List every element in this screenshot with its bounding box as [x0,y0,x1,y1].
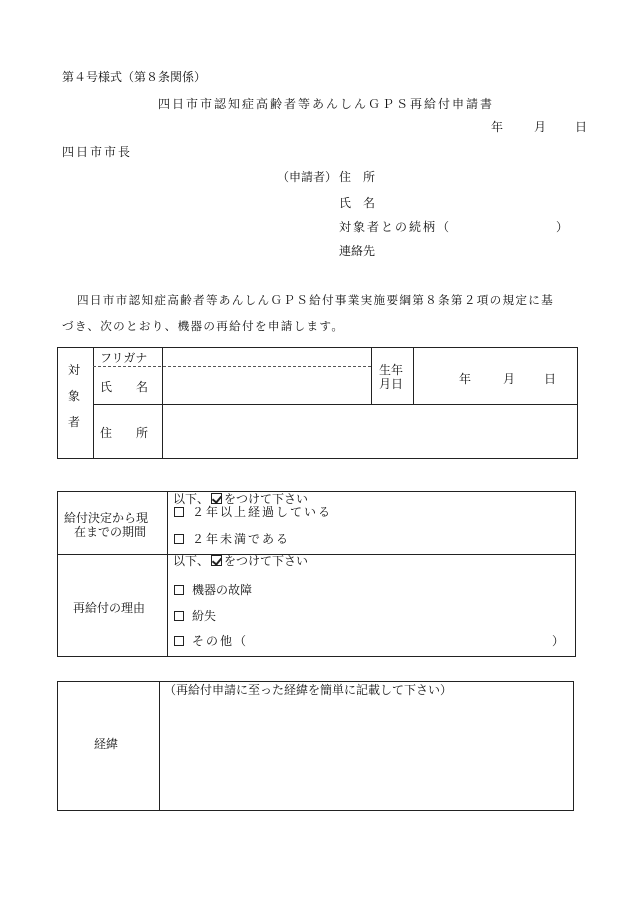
addressee: 四日市市長 [62,145,133,159]
checkmark-icon [211,555,222,566]
birth-day-label: 日 [544,372,557,386]
history-note: （再給付申請に至った経緯を簡単に記載して下さい） [164,683,453,697]
date-month-label: 月 [534,120,547,134]
checkbox-icon[interactable] [174,534,184,544]
furigana-dashed-line [93,366,371,367]
instruction-suffix: をつけて下さい [224,492,309,506]
subject-table-divider [413,347,414,404]
applicant-address-label: 住 所 [339,170,376,184]
checkbox-icon[interactable] [174,507,184,517]
instruction-prefix: 以下、 [173,492,210,506]
birth-year-label: 年 [459,372,472,386]
checkbox-icon[interactable] [174,585,184,595]
subject-table-divider [162,347,163,459]
date-day-label: 日 [575,120,588,134]
instruction-prefix: 以下、 [173,554,210,568]
applicant-relation-close: ） [556,220,569,234]
body-text-line-1: 四日市市認知症高齢者等あんしんＧＰＳ給付事業実施要綱第８条第２項の規定に基 [77,293,555,307]
subject-address-label: 住 所 [100,426,149,440]
period-label-1: 給付決定から現 [64,511,149,525]
furigana-label: フリガナ [100,351,148,365]
period-option-label: ２年未満である [192,532,291,546]
subject-side-label-3: 者 [68,415,81,429]
period-option-label: ２年以上経過している [192,505,333,519]
applicant-role: （申請者） [277,170,338,184]
reason-label: 再給付の理由 [73,601,146,615]
reason-option-2[interactable] [174,607,216,624]
instruction-suffix: をつけて下さい [224,554,309,568]
subject-name-label: 氏 名 [100,380,149,394]
birthdate-label-2: 月日 [379,377,404,391]
reason-other-close: ） [552,634,565,648]
subject-table-row-line [93,404,578,405]
subject-side-label-2: 象 [68,389,81,403]
subject-table-divider [93,347,94,459]
period-option-2[interactable] [174,530,290,547]
history-label: 経緯 [94,737,119,751]
applicant-relation-label: 対象者との続柄（ [339,220,452,234]
birth-month-label: 月 [503,372,516,386]
document-title: 四日市市認知症高齢者等あんしんＧＰＳ再給付申請書 [158,97,495,111]
reason-option-label: その他（ [192,634,249,648]
body-text-line-2: づき、次のとおり、機器の再給付を申請します。 [62,319,345,333]
history-input-area[interactable] [160,698,572,809]
period-reason-table-divider [167,491,168,657]
period-reason-table-row-line [57,554,576,555]
checkbox-icon[interactable] [174,636,184,646]
date-year-label: 年 [491,120,504,134]
checkbox-icon[interactable] [174,611,184,621]
reason-option-label: 機器の故障 [192,583,253,597]
period-label-2: 在までの期間 [74,525,147,539]
reason-instruction [173,552,308,569]
period-option-1[interactable] [174,503,332,520]
form-number-label: 第４号様式（第８条関係） [62,70,207,84]
subject-side-label-1: 対 [68,363,81,377]
subject-table-divider [371,347,372,404]
birthdate-label-1: 生年 [379,363,404,377]
reason-option-3[interactable] [174,632,248,649]
reason-option-label: 紛失 [192,609,217,623]
applicant-name-label: 氏 名 [339,196,376,210]
reason-option-1[interactable] [174,581,252,598]
applicant-contact-label: 連絡先 [339,244,376,258]
